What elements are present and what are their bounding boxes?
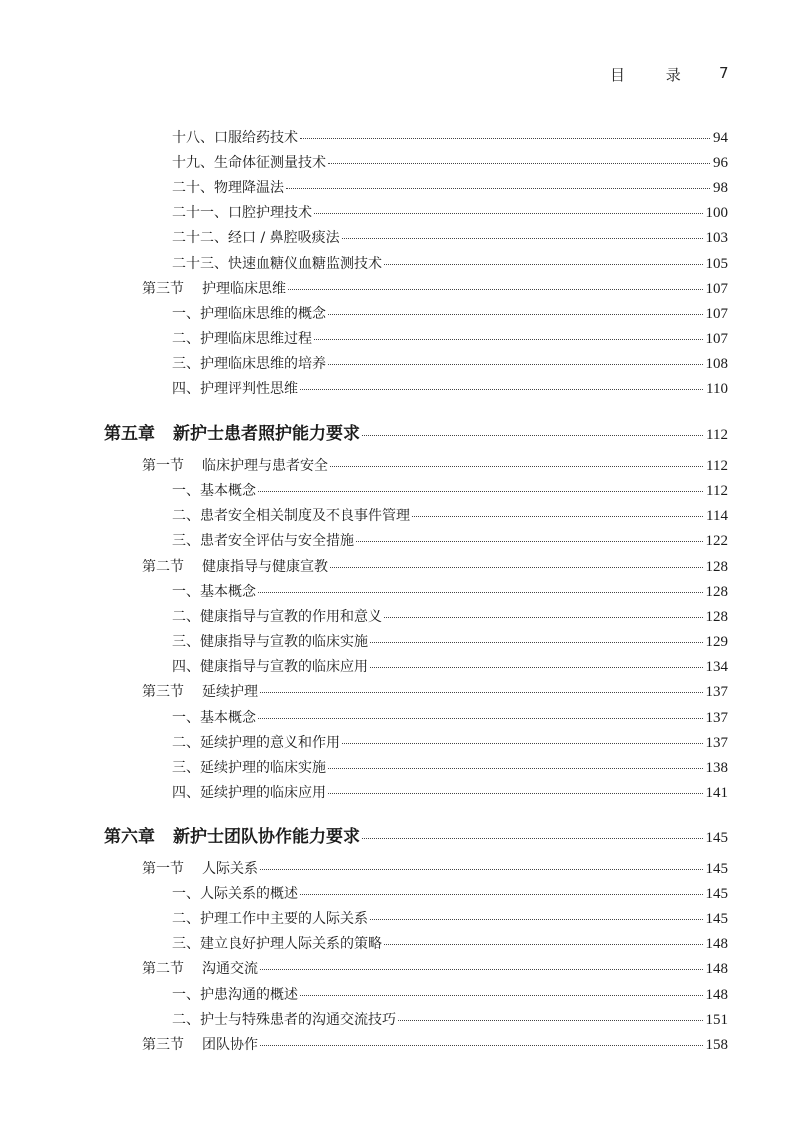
toc-entry-text: 一、基本概念 — [172, 584, 256, 600]
toc-item-row — [0, 378, 728, 398]
running-header — [0, 64, 800, 88]
toc-entry-text: 二十一、口腔护理技术 — [172, 205, 312, 221]
toc-entry-title — [142, 278, 286, 298]
dot-leader — [362, 435, 703, 436]
toc-entry-title — [172, 202, 312, 222]
toc-entry-title — [172, 883, 298, 903]
toc-entry-title — [172, 732, 340, 752]
toc-page-number: 110 — [706, 381, 728, 397]
dot-leader — [328, 314, 703, 315]
toc-entry-text: 四、健康指导与宣教的临床应用 — [172, 659, 368, 675]
dot-leader — [330, 567, 703, 568]
dot-leader — [370, 667, 703, 668]
toc-entry-title — [172, 328, 312, 348]
dot-leader — [384, 264, 703, 265]
toc-entry-title — [172, 782, 326, 802]
section-number: 第三节 — [142, 684, 184, 700]
dot-leader — [398, 1020, 703, 1021]
toc-item-row — [0, 177, 728, 197]
toc-item-row — [0, 908, 728, 928]
toc-page-number: 128 — [705, 559, 728, 575]
toc-section-row — [0, 556, 728, 576]
toc-page-number: 128 — [705, 584, 728, 600]
dot-leader — [258, 592, 703, 593]
toc-page-number: 114 — [706, 508, 728, 524]
toc-entry-title — [172, 303, 326, 323]
toc-entry-title — [172, 984, 298, 1004]
toc-entry-title — [172, 353, 326, 373]
toc-entry-title — [172, 227, 340, 247]
toc-entry-text: 延续护理 — [202, 684, 258, 700]
toc-entry-text: 二、延续护理的意义和作用 — [172, 735, 340, 751]
toc-entry-text: 一、人际关系的概述 — [172, 886, 298, 902]
toc-entry-title — [142, 858, 258, 878]
toc-page-number: 122 — [705, 533, 728, 549]
toc-entry-title — [104, 822, 360, 847]
toc-page-number: 145 — [705, 830, 728, 846]
dot-leader — [258, 718, 703, 719]
toc-entry-title — [172, 378, 298, 398]
toc-page-number: 107 — [705, 281, 728, 297]
dot-leader — [342, 238, 703, 239]
dot-leader — [362, 838, 703, 839]
toc-entry-title — [172, 757, 326, 777]
section-number: 第二节 — [142, 559, 184, 575]
toc-entry-title — [172, 933, 382, 953]
toc-item-row — [0, 883, 728, 903]
toc-entry-text: 十九、生命体征测量技术 — [172, 155, 326, 171]
toc-entry-title — [172, 606, 382, 626]
toc-page-number: 112 — [706, 483, 728, 499]
toc-entry-text: 临床护理与患者安全 — [202, 458, 328, 474]
dot-leader — [356, 541, 703, 542]
toc-item-row — [0, 707, 728, 727]
toc-entry-title — [142, 455, 328, 475]
toc-entry-title — [172, 581, 256, 601]
toc-entry-text: 新护士患者照护能力要求 — [173, 424, 360, 444]
dot-leader — [260, 692, 703, 693]
toc-section-row — [0, 455, 728, 475]
toc-page-number: 129 — [705, 634, 728, 650]
section-number: 第三节 — [142, 1037, 184, 1053]
dot-leader — [384, 944, 703, 945]
toc-page-number: 148 — [705, 961, 728, 977]
dot-leader — [384, 617, 703, 618]
toc-entry-text: 人际关系 — [202, 861, 258, 877]
toc-entry-text: 四、护理评判性思维 — [172, 381, 298, 397]
chapter-number: 第六章 — [104, 827, 155, 847]
toc-page-number: 145 — [705, 886, 728, 902]
toc-entry-text: 二十二、经口 / 鼻腔吸痰法 — [172, 230, 340, 246]
dot-leader — [328, 364, 703, 365]
toc-entry-title — [172, 631, 368, 651]
toc-entry-text: 三、建立良好护理人际关系的策略 — [172, 936, 382, 952]
toc-item-row — [0, 1009, 728, 1029]
dot-leader — [314, 213, 703, 214]
dot-leader — [300, 894, 703, 895]
toc-entry-title — [104, 419, 360, 444]
header-title: 目 录 — [610, 66, 699, 84]
toc-entry-title — [172, 505, 410, 525]
dot-leader — [260, 1045, 703, 1046]
dot-leader — [342, 743, 703, 744]
toc-entry-text: 二、护理临床思维过程 — [172, 331, 312, 347]
toc-entry-text: 三、护理临床思维的培养 — [172, 356, 326, 372]
toc-entry-text: 三、延续护理的临床实施 — [172, 760, 326, 776]
toc-item-row — [0, 606, 728, 626]
toc-entry-text: 四、延续护理的临床应用 — [172, 785, 326, 801]
toc-page-number: 105 — [705, 256, 728, 272]
toc-item-row — [0, 530, 728, 550]
toc-page-number: 137 — [705, 710, 728, 726]
dot-leader — [288, 289, 703, 290]
dot-leader — [328, 163, 710, 164]
toc-entry-text: 十八、口服给药技术 — [172, 130, 298, 146]
toc-page-number: 145 — [705, 911, 728, 927]
toc-item-row — [0, 353, 728, 373]
toc-page-number: 98 — [713, 180, 728, 196]
toc-entry-text: 一、基本概念 — [172, 483, 256, 499]
toc-page-number: 137 — [705, 684, 728, 700]
toc-item-row — [0, 656, 728, 676]
toc-entry-title — [172, 1009, 396, 1029]
dot-leader — [328, 793, 703, 794]
toc-page-number: 107 — [705, 306, 728, 322]
toc-entry-text: 沟通交流 — [202, 961, 258, 977]
toc-page-number: 158 — [705, 1037, 728, 1053]
toc-entry-title — [172, 177, 284, 197]
toc-section-row — [0, 278, 728, 298]
toc-entry-title — [172, 908, 368, 928]
dot-leader — [258, 491, 703, 492]
toc-entry-text: 护理临床思维 — [202, 281, 286, 297]
toc-item-row — [0, 127, 728, 147]
toc-item-row — [0, 480, 728, 500]
chapter-number: 第五章 — [104, 424, 155, 444]
toc-item-row — [0, 933, 728, 953]
toc-page-number: 134 — [705, 659, 728, 675]
toc-entry-title — [172, 656, 368, 676]
toc-item-row — [0, 227, 728, 247]
toc-entry-title — [172, 530, 354, 550]
toc-entry-title — [142, 556, 328, 576]
toc-entry-title — [142, 681, 258, 701]
toc-page-number: 107 — [705, 331, 728, 347]
toc-item-row — [0, 757, 728, 777]
toc-item-row — [0, 202, 728, 222]
toc-item-row — [0, 303, 728, 323]
toc-entry-text: 一、护患沟通的概述 — [172, 987, 298, 1003]
toc-page-number: 112 — [706, 427, 728, 443]
section-number: 第三节 — [142, 281, 184, 297]
dot-leader — [300, 995, 703, 996]
toc-entry-text: 一、护理临床思维的概念 — [172, 306, 326, 322]
toc-entry-text: 二、护士与特殊患者的沟通交流技巧 — [172, 1012, 396, 1028]
dot-leader — [260, 869, 703, 870]
header-page-number: 7 — [719, 64, 729, 82]
toc-page-number: 137 — [705, 735, 728, 751]
toc-page-number: 145 — [705, 861, 728, 877]
toc-page-number: 94 — [713, 130, 728, 146]
toc-entry-text: 二十三、快速血糖仪血糖监测技术 — [172, 256, 382, 272]
dot-leader — [412, 516, 703, 517]
toc-item-row — [0, 505, 728, 525]
toc-chapter-row — [0, 822, 728, 847]
toc-page-number: 100 — [705, 205, 728, 221]
toc-section-row — [0, 681, 728, 701]
dot-leader — [328, 768, 703, 769]
dot-leader — [370, 919, 703, 920]
toc-item-row — [0, 732, 728, 752]
toc-entry-text: 健康指导与健康宣教 — [202, 559, 328, 575]
toc-page-number: 103 — [705, 230, 728, 246]
toc-entry-title — [142, 958, 258, 978]
toc-item-row — [0, 152, 728, 172]
dot-leader — [260, 969, 703, 970]
toc-page-number: 96 — [713, 155, 728, 171]
toc-entry-text: 二、护理工作中主要的人际关系 — [172, 911, 368, 927]
toc-entry-text: 二十、物理降温法 — [172, 180, 284, 196]
dot-leader — [330, 466, 703, 467]
toc-entry-title — [142, 1034, 258, 1054]
toc-entry-text: 二、健康指导与宣教的作用和意义 — [172, 609, 382, 625]
toc-section-row — [0, 1034, 728, 1054]
section-number: 第一节 — [142, 861, 184, 877]
toc-section-row — [0, 858, 728, 878]
dot-leader — [370, 642, 703, 643]
toc-page-number: 148 — [705, 987, 728, 1003]
toc-page-number: 138 — [705, 760, 728, 776]
toc-entry-title — [172, 480, 256, 500]
toc-page-number: 151 — [705, 1012, 728, 1028]
toc-page-number: 108 — [705, 356, 728, 372]
toc-entry-title — [172, 707, 256, 727]
dot-leader — [286, 188, 710, 189]
dot-leader — [314, 339, 703, 340]
toc-section-row — [0, 958, 728, 978]
toc-entry-text: 三、患者安全评估与安全措施 — [172, 533, 354, 549]
toc-page-number: 112 — [706, 458, 728, 474]
toc-entry-text: 二、患者安全相关制度及不良事件管理 — [172, 508, 410, 524]
toc-page-number: 128 — [705, 609, 728, 625]
toc-item-row — [0, 984, 728, 1004]
toc-entry-title — [172, 152, 326, 172]
toc-item-row — [0, 328, 728, 348]
dot-leader — [300, 138, 710, 139]
toc-chapter-row — [0, 419, 728, 444]
toc-page-number: 141 — [705, 785, 728, 801]
toc-page-number: 148 — [705, 936, 728, 952]
toc-item-row — [0, 581, 728, 601]
toc-item-row — [0, 631, 728, 651]
toc-entry-text: 三、健康指导与宣教的临床实施 — [172, 634, 368, 650]
dot-leader — [300, 389, 703, 390]
toc-entry-text: 团队协作 — [202, 1037, 258, 1053]
toc-entry-title — [172, 127, 298, 147]
toc-item-row — [0, 782, 728, 802]
toc-entry-title — [172, 253, 382, 273]
section-number: 第一节 — [142, 458, 184, 474]
section-number: 第二节 — [142, 961, 184, 977]
toc-item-row — [0, 253, 728, 273]
toc-entry-text: 新护士团队协作能力要求 — [173, 827, 360, 847]
toc-entry-text: 一、基本概念 — [172, 710, 256, 726]
